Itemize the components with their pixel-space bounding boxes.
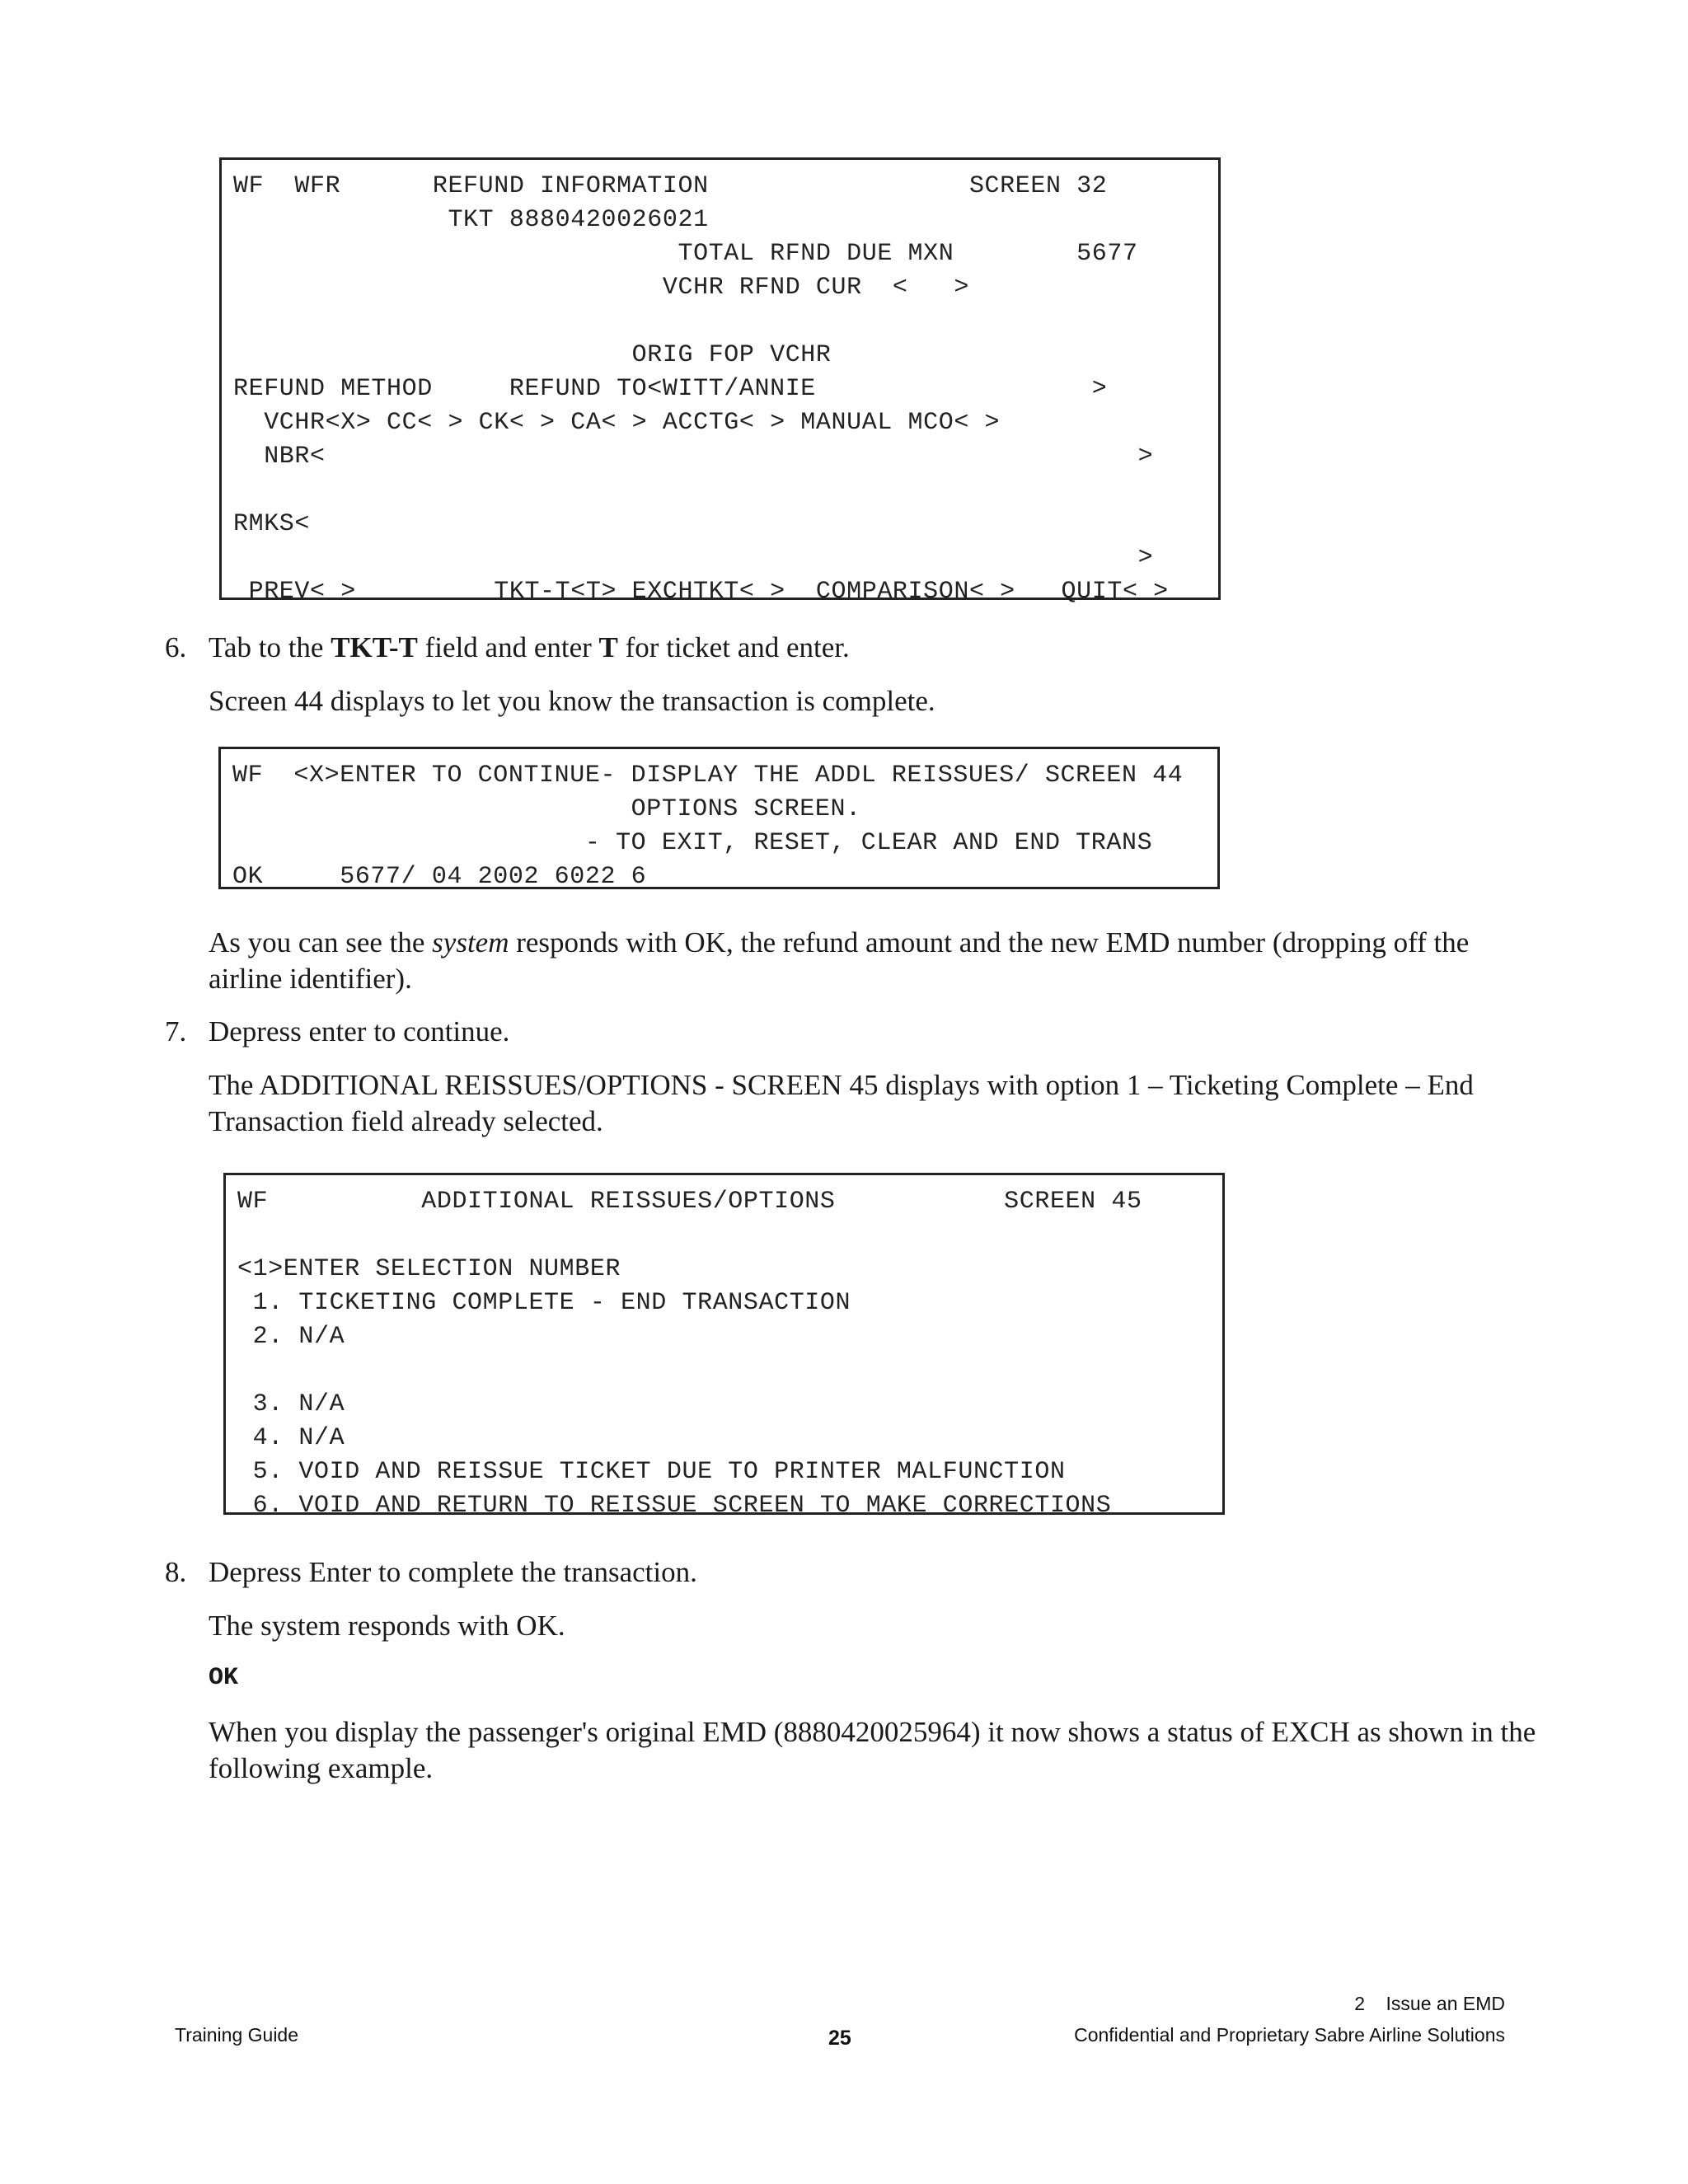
- screen-32-terminal: [219, 157, 1221, 606]
- screen-44-text: WF <X>ENTER TO CONTINUE- DISPLAY THE ADDL REISSUES/ SCREEN 44 OPTIONS SCREEN. - TO EXIT, RESET, CLEAR AND END TRANS OK 5677/ 04 2002 6022 6: [232, 762, 1184, 891]
- step-7-number: 7.: [165, 1015, 187, 1047]
- page-number: 25: [828, 2027, 851, 2050]
- step-6-note: Screen 44 displays to let you know the transaction is complete.: [209, 685, 935, 717]
- step-7-note: The ADDITIONAL REISSUES/OPTIONS - SCREEN 45 displays with option 1 – Ticketing Complete – End Transaction field already selected.: [209, 1069, 1474, 1137]
- system-response-ok: OK: [209, 1664, 239, 1692]
- step-8-number: 8.: [165, 1556, 187, 1588]
- step-7-instruction: Depress enter to continue.: [209, 1015, 510, 1047]
- step-6-instruction: Tab to the TKT-T field and enter T for ticket and enter.: [209, 631, 850, 663]
- screen-32-text: WF WFR REFUND INFORMATION SCREEN 32 TKT 8880420026021 TOTAL RFND DUE MXN 5677 VCHR RFND CUR < > ORIG FOP VCHR REFUND METHOD REFUND TO<WITT/ANNIE > VCHR<X> CC< > CK< > CA< > ACCTG< > MANUAL MCO< > NBR< > RMKS< > PREV< > TKT-T<T> EXCHTKT< > COMPARISON< > QUIT< >: [233, 172, 1169, 606]
- ticket-letter: T: [598, 631, 618, 663]
- screen-45-terminal: [223, 1173, 1225, 1520]
- step-6-number: 6.: [165, 631, 187, 663]
- footer-chapter: 2 Issue an EMD: [1354, 1993, 1505, 2014]
- step-8-instruction: Depress Enter to complete the transaction.: [209, 1556, 697, 1588]
- footer-right: Confidential and Proprietary Sabre Airline Solutions: [1074, 2024, 1505, 2046]
- footer-left: Training Guide: [175, 2024, 299, 2046]
- screen-44-terminal: [218, 747, 1220, 889]
- step-8-closing: When you display the passenger's original EMD (8880420025964) it now shows a status of EXCH as shown in the following example.: [209, 1716, 1536, 1784]
- screen-44-explanation: As you can see the system responds with OK, the refund amount and the new EMD number (dropping off the airline identifier).: [209, 926, 1470, 995]
- step-8-note: The system responds with OK.: [209, 1610, 565, 1642]
- screen-45-text: WF ADDITIONAL REISSUES/OPTIONS SCREEN 45 <1>ENTER SELECTION NUMBER 1. TICKETING COMPLETE - END TRANSACTION 2. N/A 3. N/A 4. N/A 5. VOID AND REISSUE TICKET DUE TO PRINTER MALFUNCTION 6. VOID AND RETURN TO REISSUE SCREEN TO MAKE CORRECTIONS: [237, 1188, 1142, 1520]
- tkt-t-field-label: TKT-T: [331, 631, 418, 663]
